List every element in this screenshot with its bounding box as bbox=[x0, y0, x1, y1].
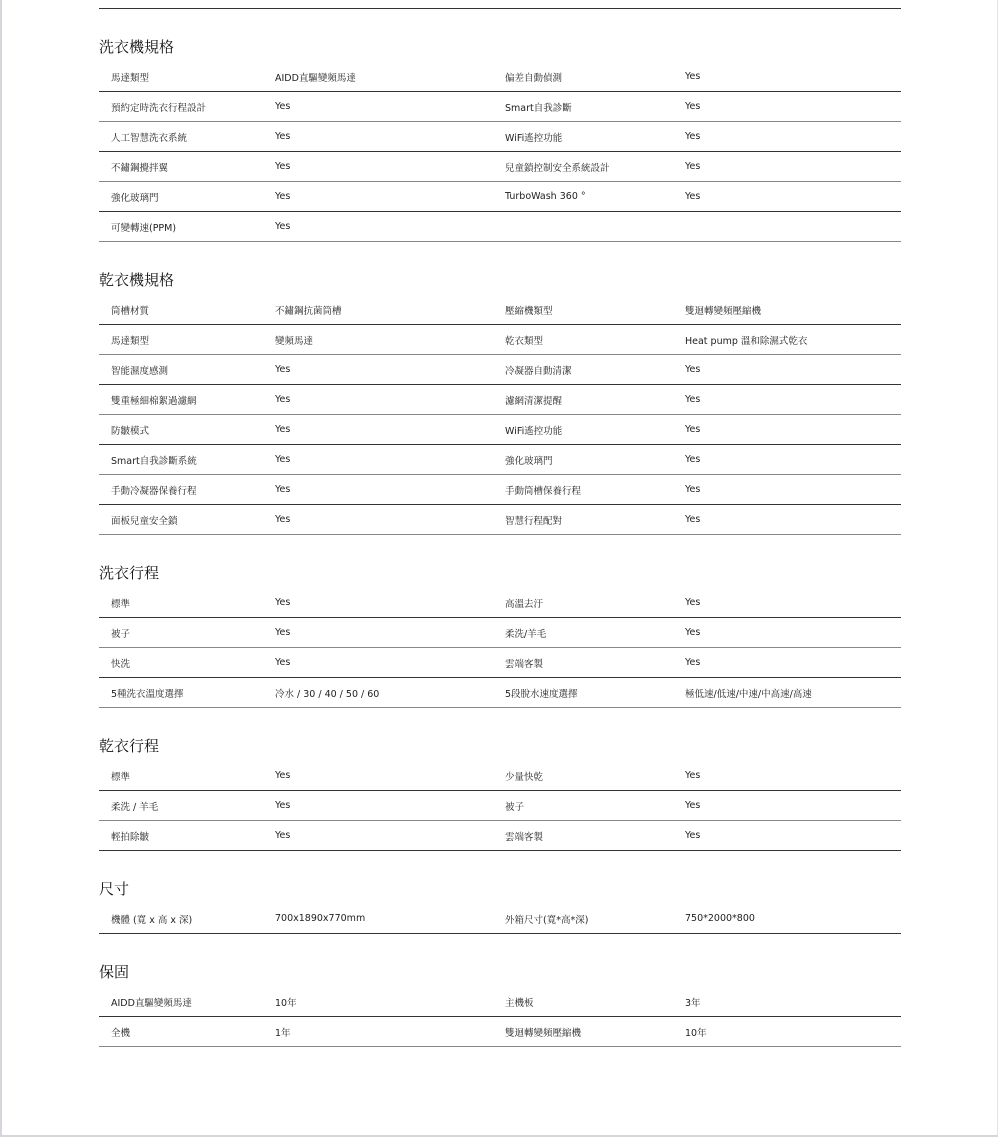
table-row bbox=[99, 122, 901, 152]
spec-value: Yes bbox=[275, 597, 291, 608]
spec-label: 少量快乾 bbox=[505, 771, 544, 783]
table-row bbox=[99, 904, 901, 934]
spec-value: 冷水 / 30 / 40 / 50 / 60 bbox=[275, 688, 380, 700]
spec-label: Smart自我診斷 bbox=[505, 102, 572, 114]
spec-value: Yes bbox=[685, 514, 701, 525]
table-row bbox=[99, 475, 901, 505]
spec-value: 10年 bbox=[275, 997, 297, 1009]
spec-label bbox=[495, 0, 685, 1]
spec-value: Yes bbox=[275, 800, 291, 811]
spec-label: 乾衣類型 bbox=[505, 335, 544, 347]
warranty-section bbox=[99, 955, 901, 1047]
section-title: 洗衣行程 bbox=[99, 564, 160, 582]
spec-value: Yes bbox=[275, 514, 291, 525]
spec-value: Yes bbox=[275, 770, 291, 781]
spec-label: 偏差自動偵測 bbox=[505, 72, 563, 84]
wash-programs-section bbox=[99, 556, 901, 708]
table-row bbox=[99, 761, 901, 791]
spec-label: 智慧行程配對 bbox=[505, 515, 563, 527]
section-gap bbox=[99, 708, 901, 729]
spec-value: 不鏽鋼抗菌筒槽 bbox=[275, 305, 342, 317]
spec-label: 防皺模式 bbox=[111, 425, 150, 437]
spec-label: 高溫去汙 bbox=[505, 598, 544, 610]
table-row bbox=[99, 505, 901, 535]
spec-value: Yes bbox=[275, 221, 291, 232]
spec-value: Yes bbox=[275, 161, 291, 172]
table-row bbox=[99, 62, 901, 92]
spec-value bbox=[685, 0, 901, 1]
spec-label: 全機 bbox=[111, 1027, 131, 1039]
spec-table bbox=[99, 295, 901, 535]
spec-label: 雲端客製 bbox=[505, 658, 544, 670]
spec-label: 標準 bbox=[111, 771, 131, 783]
spec-value: 極低速/低速/中速/中高速/高速 bbox=[685, 688, 812, 700]
spec-label: 不鏽鋼攪拌翼 bbox=[111, 162, 169, 174]
spec-label: 手動冷凝器保養行程 bbox=[111, 485, 197, 497]
spec-value: Yes bbox=[685, 770, 701, 781]
spec-label: 被子 bbox=[111, 628, 131, 640]
spec-label: 5種洗衣溫度選擇 bbox=[111, 688, 184, 700]
spec-label: 柔洗 / 羊毛 bbox=[111, 801, 159, 813]
section-gap bbox=[99, 535, 901, 556]
spec-label: WiFi遙控功能 bbox=[505, 425, 563, 437]
spec-value: Yes bbox=[275, 394, 291, 405]
spec-table bbox=[99, 761, 901, 851]
spec-value: 3年 bbox=[685, 997, 701, 1009]
spec-value: Yes bbox=[275, 454, 291, 465]
spec-value: Yes bbox=[685, 484, 701, 495]
spec-value: 700x1890x770mm bbox=[275, 913, 366, 924]
table-row bbox=[99, 445, 901, 475]
spec-label: 預約定時洗衣行程設計 bbox=[111, 102, 207, 114]
washer-spec-section bbox=[99, 30, 901, 242]
spec-label: 筒槽材質 bbox=[111, 305, 150, 317]
spec-table bbox=[99, 588, 901, 708]
spec-label: 壓縮機類型 bbox=[505, 305, 553, 317]
table-row bbox=[99, 212, 901, 242]
spec-label bbox=[99, 0, 275, 1]
spec-label: 兒童鎖控制安全系統設計 bbox=[505, 162, 610, 174]
spec-label: 冷凝器自動清潔 bbox=[505, 365, 572, 377]
table-row bbox=[99, 0, 901, 9]
table-row bbox=[99, 618, 901, 648]
spec-label: 可變轉速(PPM) bbox=[111, 222, 177, 234]
spec-value: Yes bbox=[685, 71, 701, 82]
spec-label: 馬達類型 bbox=[111, 72, 150, 84]
dryer-spec-section bbox=[99, 263, 901, 535]
spec-value: 變頻馬達 bbox=[275, 335, 314, 347]
table-row bbox=[99, 791, 901, 821]
spec-label: 外箱尺寸(寬*高*深) bbox=[505, 914, 589, 926]
spec-label: 濾網清潔提醒 bbox=[505, 395, 563, 407]
dimensions-section bbox=[99, 872, 901, 934]
spec-value: Yes bbox=[275, 657, 291, 668]
section-gap bbox=[99, 851, 901, 872]
table-row bbox=[99, 678, 901, 708]
spec-value: Yes bbox=[685, 161, 701, 172]
table-row bbox=[99, 295, 901, 325]
spec-label: 5段脫水速度選擇 bbox=[505, 688, 578, 700]
section-title: 乾衣機規格 bbox=[99, 271, 175, 289]
spec-value: AIDD直驅變頻馬達 bbox=[275, 72, 356, 84]
spec-table bbox=[99, 62, 901, 242]
spec-value: Yes bbox=[685, 424, 701, 435]
table-row bbox=[99, 821, 901, 851]
spec-label: 雙迴轉變頻壓縮機 bbox=[505, 1027, 582, 1039]
spec-value: Yes bbox=[275, 101, 291, 112]
spec-value: Yes bbox=[275, 191, 291, 202]
spec-value: Yes bbox=[275, 627, 291, 638]
section-title: 尺寸 bbox=[99, 880, 130, 898]
spec-value: Yes bbox=[685, 657, 701, 668]
spec-label: 主機板 bbox=[505, 997, 534, 1009]
table-row bbox=[99, 92, 901, 122]
spec-label: 強化玻璃門 bbox=[505, 455, 553, 467]
spec-label: 標準 bbox=[111, 598, 131, 610]
table-row bbox=[99, 1017, 901, 1047]
spec-value: Yes bbox=[685, 394, 701, 405]
section-gap bbox=[99, 934, 901, 955]
table-row bbox=[99, 588, 901, 618]
spec-value: Yes bbox=[685, 627, 701, 638]
table-row bbox=[99, 182, 901, 212]
spec-label: 人工智慧洗衣系統 bbox=[111, 132, 188, 144]
section-title: 乾衣行程 bbox=[99, 737, 160, 755]
spec-value: Yes bbox=[275, 364, 291, 375]
spec-value: 雙迴轉變頻壓縮機 bbox=[685, 305, 762, 317]
spec-label: 輕拍除皺 bbox=[111, 831, 150, 843]
spec-label: AIDD直驅變頻馬達 bbox=[111, 997, 192, 1009]
section-gap bbox=[99, 9, 901, 30]
section-gap bbox=[99, 242, 901, 263]
section-title: 洗衣機規格 bbox=[99, 38, 175, 56]
top-spec-table bbox=[99, 0, 901, 9]
spec-value: Yes bbox=[685, 597, 701, 608]
spec-value: 750*2000*800 bbox=[685, 913, 755, 924]
spec-label: TurboWash 360 ° bbox=[505, 191, 586, 202]
table-row bbox=[99, 355, 901, 385]
section-title: 保固 bbox=[99, 963, 130, 981]
spec-value: Yes bbox=[685, 101, 701, 112]
spec-label: WiFi遙控功能 bbox=[505, 132, 563, 144]
dry-programs-section bbox=[99, 729, 901, 851]
spec-label: 面板兒童安全鎖 bbox=[111, 515, 178, 527]
spec-label: 馬達類型 bbox=[111, 335, 150, 347]
spec-label: 快洗 bbox=[111, 658, 131, 670]
spec-value: 10年 bbox=[685, 1027, 707, 1039]
spec-value: Yes bbox=[685, 454, 701, 465]
spec-value: Yes bbox=[275, 424, 291, 435]
spec-content bbox=[99, 0, 901, 1047]
spec-label: Smart自我診斷系統 bbox=[111, 455, 197, 467]
spec-label: 雙重極細棉絮過濾網 bbox=[111, 395, 197, 407]
spec-label: 雲端客製 bbox=[505, 831, 544, 843]
spec-value: Yes bbox=[275, 830, 291, 841]
table-row bbox=[99, 325, 901, 355]
spec-label: 被子 bbox=[505, 801, 525, 813]
spec-value: Yes bbox=[275, 484, 291, 495]
table-row bbox=[99, 415, 901, 445]
spec-value: Yes bbox=[275, 131, 291, 142]
spec-label: 柔洗/羊毛 bbox=[505, 628, 547, 640]
table-row bbox=[99, 152, 901, 182]
spec-value: 1年 bbox=[275, 1027, 291, 1039]
table-row bbox=[99, 385, 901, 415]
spec-label: 機體 (寬 x 高 x 深) bbox=[111, 914, 193, 926]
spec-label: 強化玻璃門 bbox=[111, 192, 159, 204]
spec-value: Yes bbox=[685, 364, 701, 375]
spec-value: Yes bbox=[685, 830, 701, 841]
spec-value: Yes bbox=[685, 131, 701, 142]
table-row bbox=[99, 987, 901, 1017]
spec-label: 手動筒槽保養行程 bbox=[505, 485, 582, 497]
spec-table bbox=[99, 904, 901, 934]
spec-value: Yes bbox=[685, 191, 701, 202]
spec-value: Yes bbox=[685, 800, 701, 811]
spec-table bbox=[99, 987, 901, 1047]
spec-label: 智能濕度感測 bbox=[111, 365, 169, 377]
table-row bbox=[99, 648, 901, 678]
spec-value: Heat pump 溫和除濕式乾衣 bbox=[685, 335, 808, 347]
